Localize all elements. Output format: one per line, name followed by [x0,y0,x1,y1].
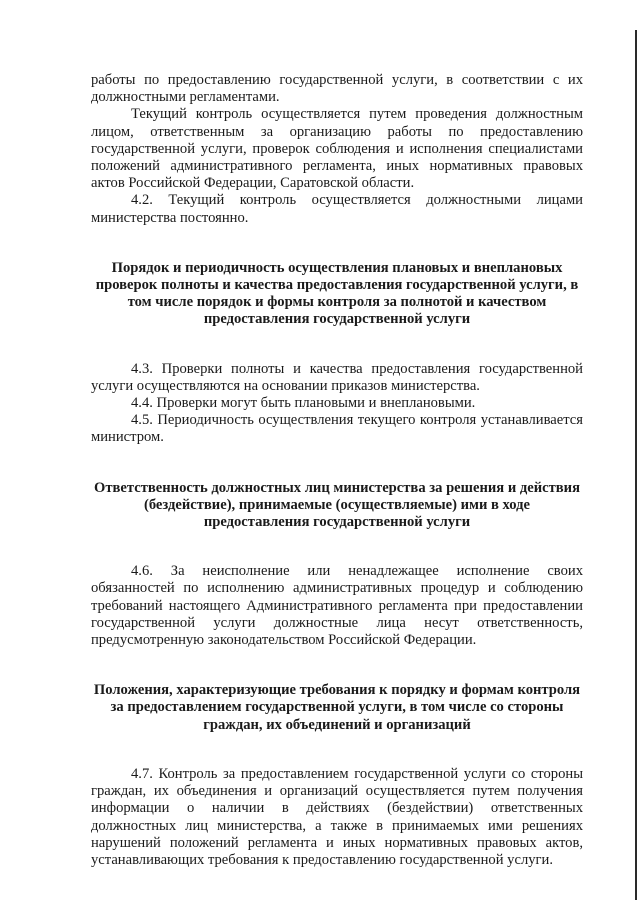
paragraph-current-control: Текущий контроль осуществляется путем проведения должностным лицом, ответственным за организацию работы по предоставлению государственной услуги, проверок соблюдения и исполнения специалистами положений административного регламента, иных нормативных правовых актов Российской Федерации, Саратовской области. [91,106,583,192]
paragraph-4-2: 4.2. Текущий контроль осуществляется должностными лицами министерства постоянно. [91,192,583,226]
document-body [91,72,583,869]
paragraph-4-4: 4.4. Проверки могут быть плановыми и внеплановыми. [131,395,476,412]
paragraph-4-6: 4.6. За неисполнение или ненадлежащее исполнение своих обязанностей по исполнению административных процедур и соблюдению требований настоящего Административного регламента при предоставлении государственной услуги должностные лица несут ответственность, предусмотренную законодательством Российской Федерации. [91,563,583,649]
section-heading-inspections: Порядок и периодичность осуществления плановых и внеплановых проверок полноты и качества предоставления государственной услуги, в том числе порядок и формы контроля за полнотой и качеством предоставления государственной услуги [95,259,579,328]
paragraph-4-3: 4.3. Проверки полноты и качества предоставления государственной услуги осуществляются на основании приказов министерства. [91,360,583,394]
paragraph-4-5: 4.5. Периодичность осуществления текущего контроля устанавливается министром. [91,412,583,446]
section-heading-citizen-control: Положения, характеризующие требования к порядку и формам контроля за предоставлением государственной услуги, в том числе со стороны граждан, их объединений и организаций [93,682,581,733]
paragraph-4-7: 4.7. Контроль за предоставлением государственной услуги со стороны граждан, их объединения и организаций осуществляется путем получения информации о наличии в действиях (бездействии) ответственных должностных лиц министерства, а также в принимаемых ими решениях нарушений положений регламента и иных нормативных правовых актов, устанавливающих требования к предоставлению государственной услуги. [91,765,583,868]
section-heading-responsibility: Ответственность должностных лиц министерства за решения и действия (бездействие), принимаемые (осуществляемые) ими в ходе предоставления государственной услуги [94,479,580,531]
scan-edge-line [635,30,637,900]
paragraph-intro-continuation: работы по предоставлению государственной услуги, в соответствии с их должностными регламентами. [91,72,583,106]
